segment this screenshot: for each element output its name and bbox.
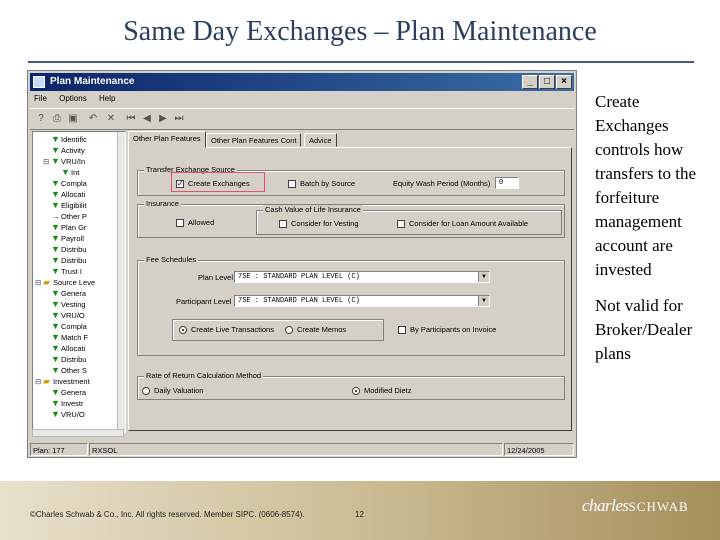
expand-icon[interactable]: ⊟ bbox=[35, 278, 42, 287]
tree-node-icon: ▼ bbox=[51, 321, 60, 331]
tree-folder[interactable]: ⊟ ▰ Investment bbox=[35, 376, 90, 386]
by-participants-label: By Participants on Invoice bbox=[410, 325, 497, 334]
daily-valuation-label: Daily Valuation bbox=[154, 386, 204, 395]
fee-schedules-group bbox=[137, 255, 565, 356]
tree-item[interactable]: ▼Distribu bbox=[51, 354, 87, 364]
insurance-allowed-label: Allowed bbox=[188, 218, 215, 227]
expand-icon[interactable]: ⊟ bbox=[43, 157, 50, 166]
consider-vesting-label: Consider for Vesting bbox=[291, 219, 359, 228]
tree-node-icon: ▼ bbox=[51, 189, 60, 199]
tree-node-icon: ▼ bbox=[51, 343, 60, 353]
tree-item[interactable]: ▼Eligibilit bbox=[51, 200, 87, 210]
insurance-group bbox=[137, 199, 565, 238]
undo-icon[interactable]: ↶ bbox=[88, 113, 98, 124]
tree-item[interactable]: ▼Payroll bbox=[51, 233, 84, 243]
last-record-icon[interactable]: ⏭ bbox=[174, 113, 184, 124]
tree-item[interactable]: ▼Compla bbox=[51, 321, 87, 331]
by-participants-checkbox[interactable] bbox=[398, 326, 406, 334]
tab-other-plan-features[interactable]: Other Plan Features bbox=[128, 131, 206, 148]
print-icon[interactable]: ⎙ bbox=[53, 113, 61, 124]
menu-file[interactable]: File bbox=[34, 94, 47, 103]
slide-footer bbox=[0, 481, 720, 540]
folder-icon: ▰ bbox=[43, 277, 50, 287]
tree-node-icon: ▼ bbox=[51, 145, 60, 155]
tree-item[interactable]: ▼Activity bbox=[51, 145, 85, 155]
tree-node-icon: ▼ bbox=[51, 178, 60, 188]
create-memos-radio[interactable] bbox=[285, 326, 293, 334]
tree-node-icon: ▼ bbox=[51, 255, 60, 265]
daily-valuation-radio[interactable] bbox=[142, 387, 150, 395]
tab-advice[interactable]: Advice bbox=[304, 133, 337, 147]
create-live-label: Create Live Transactions bbox=[191, 325, 274, 334]
tree-node-icon: ▼ bbox=[51, 332, 60, 342]
menu-help[interactable]: Help bbox=[98, 94, 116, 103]
chevron-down-icon[interactable]: ▼ bbox=[478, 296, 489, 306]
tree-item[interactable]: ▼Genera bbox=[51, 387, 87, 397]
close-button[interactable]: × bbox=[556, 75, 572, 89]
tree-node-icon: ▼ bbox=[51, 398, 60, 408]
plan-level-select[interactable]: 7SE : STANDARD PLAN LEVEL (C) ▼ bbox=[234, 271, 490, 283]
slide-title: Same Day Exchanges – Plan Maintenance bbox=[123, 16, 597, 47]
window-title: Plan Maintenance bbox=[50, 76, 135, 87]
tree-node-icon: ▼ bbox=[51, 365, 60, 375]
delete-icon[interactable]: ✕ bbox=[106, 113, 116, 124]
tree-node-icon: ▼ bbox=[51, 299, 60, 309]
plan-level-label: Plan Level bbox=[198, 273, 234, 282]
tree-folder[interactable]: ⊟ ▰ Source Leve bbox=[35, 277, 96, 287]
tree-vertical-scrollbar[interactable] bbox=[117, 132, 126, 432]
next-record-icon[interactable]: ▶ bbox=[159, 113, 167, 124]
tree-node-icon: ▼ bbox=[51, 156, 60, 166]
tree-item[interactable]: ▼Allocati bbox=[51, 343, 86, 353]
save-icon[interactable]: ▣ bbox=[68, 113, 78, 124]
equity-wash-label: Equity Wash Period (Months) bbox=[393, 179, 491, 188]
group-label: Insurance bbox=[146, 199, 179, 208]
tree-node-icon: ▼ bbox=[51, 354, 60, 364]
tree-item[interactable]: ▼Allocati bbox=[51, 189, 86, 199]
tree-item[interactable]: ▼Investr bbox=[51, 398, 84, 408]
create-exchanges-highlight bbox=[171, 172, 265, 192]
batch-by-source-label: Batch by Source bbox=[300, 179, 356, 188]
expand-icon[interactable]: ⊟ bbox=[35, 377, 42, 386]
tree-node-icon: ▼ bbox=[51, 200, 60, 210]
tree-item[interactable]: ⊟ ▼VRU/In bbox=[43, 156, 86, 166]
tree-item-selected[interactable]: →Other P bbox=[51, 211, 87, 221]
tree-node-icon: ▼ bbox=[61, 167, 70, 177]
tree-item[interactable]: ▼Distribu bbox=[51, 244, 87, 254]
folder-icon: ▰ bbox=[43, 376, 50, 386]
group-label: Fee Schedules bbox=[146, 255, 197, 264]
consider-vesting-checkbox[interactable] bbox=[279, 220, 287, 228]
status-date: 12/24/2005 bbox=[504, 443, 574, 456]
tree-node-icon: ▼ bbox=[51, 244, 60, 254]
tree-item[interactable]: ▼Vesting bbox=[51, 299, 86, 309]
tree-horizontal-scrollbar[interactable] bbox=[32, 429, 124, 437]
consider-loan-label: Consider for Loan Amount Available bbox=[409, 219, 529, 228]
page-number: 12 bbox=[355, 510, 364, 519]
participant-level-select[interactable]: 7SE : STANDARD PLAN LEVEL (C) ▼ bbox=[234, 295, 490, 307]
tree-item[interactable]: ▼Other S bbox=[51, 365, 87, 375]
first-record-icon[interactable]: ⏮ bbox=[126, 113, 136, 124]
tab-panel bbox=[128, 147, 572, 431]
tree-node-icon: ▼ bbox=[51, 288, 60, 298]
status-plan: Plan: 177 bbox=[30, 443, 88, 456]
tree-item[interactable]: ▼Trust I bbox=[51, 266, 82, 276]
status-bar bbox=[30, 443, 574, 457]
group-label: Rate of Return Calculation Method bbox=[146, 371, 262, 380]
tree-item[interactable]: ▼Int bbox=[61, 167, 80, 177]
chevron-down-icon[interactable]: ▼ bbox=[478, 272, 489, 282]
plan-maintenance-window bbox=[27, 70, 577, 458]
tree-node-icon: ▼ bbox=[51, 310, 60, 320]
side-note-create-exchanges: Create Exchanges controls how transfers to the forfeiture management account are invested bbox=[595, 92, 697, 279]
tree-node-icon: ▼ bbox=[51, 266, 60, 276]
tree-node-icon: ▼ bbox=[51, 134, 60, 144]
tree-node-icon: ▼ bbox=[51, 222, 60, 232]
modified-dietz-radio[interactable] bbox=[352, 387, 360, 395]
tree-item[interactable]: ▼Genera bbox=[51, 288, 87, 298]
equity-wash-input[interactable]: 0 bbox=[495, 177, 519, 189]
tree-node-icon: ▼ bbox=[51, 233, 60, 243]
group-label: Cash Value of Life Insurance bbox=[265, 205, 361, 214]
insurance-allowed-checkbox[interactable] bbox=[176, 219, 184, 227]
help-question-icon[interactable]: ? bbox=[38, 113, 44, 124]
create-live-radio[interactable] bbox=[179, 326, 187, 334]
toolbar bbox=[30, 108, 574, 130]
tree-item[interactable]: ▼Compla bbox=[51, 178, 87, 188]
tree-node-icon: ▼ bbox=[51, 409, 60, 419]
schwab-logo: charlesSCHWAB bbox=[582, 496, 689, 515]
tree-item[interactable]: ▼Plan Gr bbox=[51, 222, 87, 232]
maximize-button[interactable]: □ bbox=[539, 75, 555, 89]
participant-level-label: Participant Level bbox=[176, 297, 232, 306]
transaction-type-group bbox=[172, 319, 384, 341]
tree-item[interactable]: ▼Match F bbox=[51, 332, 89, 342]
side-note-broker-dealer: Not valid for Broker/Dealer plans bbox=[595, 296, 693, 363]
arrow-right-icon: → bbox=[51, 211, 60, 221]
create-memos-label: Create Memos bbox=[297, 325, 347, 334]
menu-options[interactable]: Options bbox=[59, 94, 87, 103]
minimize-button[interactable]: _ bbox=[522, 75, 538, 89]
menu-bar bbox=[30, 92, 574, 106]
tree-item[interactable]: ▼VRU/O bbox=[51, 409, 85, 419]
create-exchanges-checkbox[interactable]: ✓ bbox=[177, 179, 184, 188]
previous-record-icon[interactable]: ◀ bbox=[143, 113, 151, 124]
tree-node-icon: ▼ bbox=[51, 387, 60, 397]
cash-value-group bbox=[256, 205, 562, 235]
batch-by-source-checkbox[interactable] bbox=[288, 180, 296, 188]
plan-tree[interactable] bbox=[32, 131, 126, 433]
window-titlebar[interactable] bbox=[30, 73, 574, 91]
footer-copyright: ©Charles Schwab & Co., Inc. All rights reserved. Member SIPC. (0606-8574). bbox=[30, 510, 305, 519]
modified-dietz-label: Modified Dietz bbox=[364, 386, 412, 395]
title-divider bbox=[28, 61, 694, 63]
tree-item[interactable]: ▼VRU/O bbox=[51, 310, 85, 320]
tree-item[interactable]: ▼Identific bbox=[51, 134, 87, 144]
tree-item[interactable]: ▼Distribu bbox=[51, 255, 87, 265]
status-user: RXSOL bbox=[89, 443, 503, 456]
app-icon bbox=[33, 76, 45, 88]
rate-of-return-group bbox=[137, 371, 565, 400]
tab-other-plan-features-cont[interactable]: Other Plan Features Cont bbox=[206, 133, 301, 147]
group-label: Transfer Exchange Source bbox=[146, 165, 235, 174]
create-exchanges-label: Create Exchanges bbox=[188, 179, 250, 188]
consider-loan-checkbox[interactable] bbox=[397, 220, 405, 228]
